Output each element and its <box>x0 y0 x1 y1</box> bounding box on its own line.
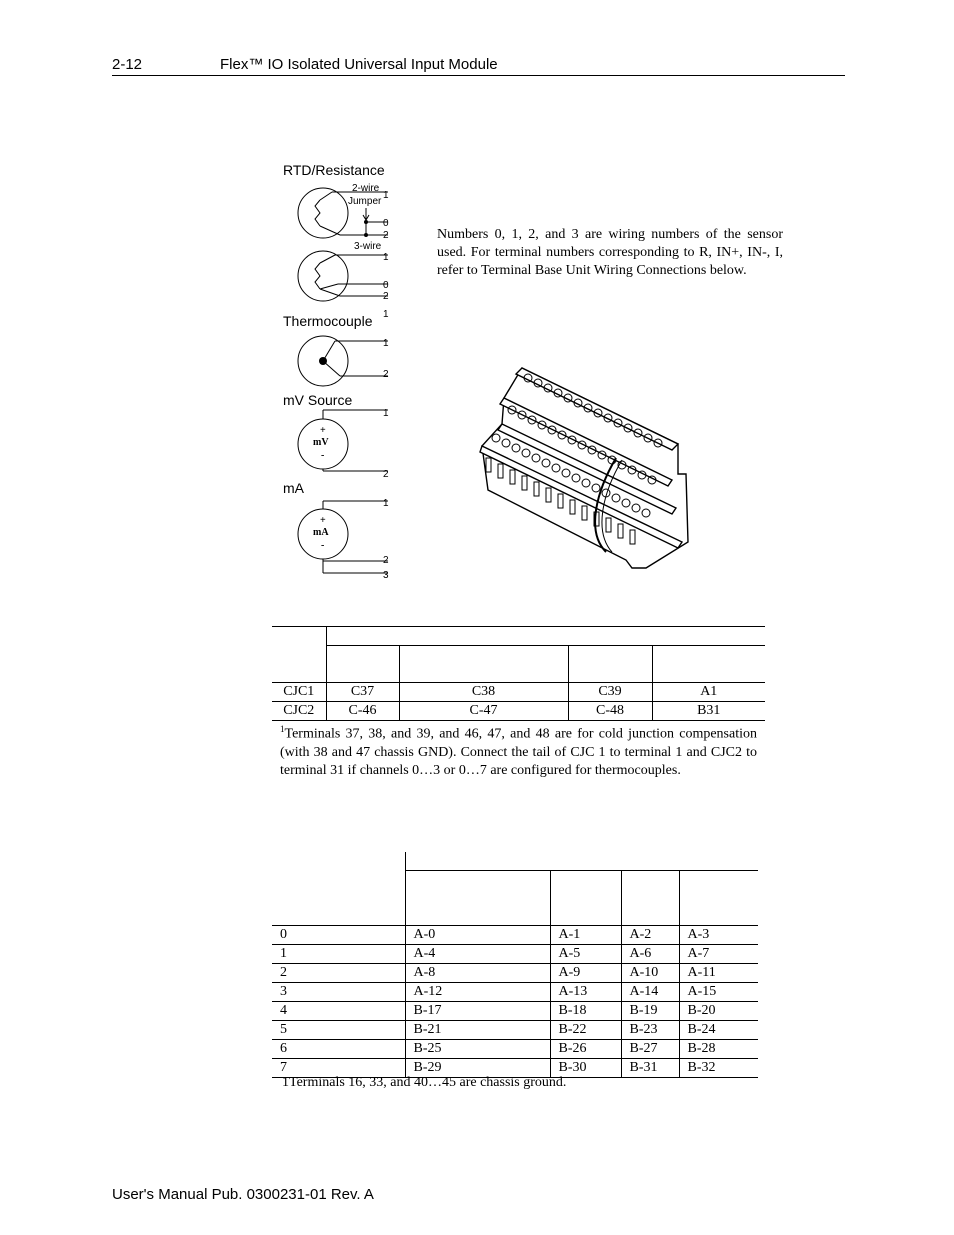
table-cell: A-8 <box>405 964 550 983</box>
table-cell: B-24 <box>679 1021 758 1040</box>
ma-terminal-3: 3 <box>383 570 389 581</box>
table-cell: 3 <box>272 983 405 1002</box>
table-row <box>272 702 765 721</box>
table-cell: A-11 <box>679 964 758 983</box>
rtd-terminal-1: 1 <box>383 190 389 201</box>
table-cell: CJC1 <box>272 683 326 702</box>
table-cell: A-2 <box>621 926 679 945</box>
table-cell: B-27 <box>621 1040 679 1059</box>
table-row <box>272 964 758 983</box>
table-cell: A-3 <box>679 926 758 945</box>
table-row <box>272 945 758 964</box>
cjc-terminal-table <box>272 626 765 721</box>
table-cell: B-29 <box>405 1059 550 1078</box>
table-cell: C-48 <box>568 702 652 721</box>
table-cell: C-46 <box>326 702 399 721</box>
table-cell: C-47 <box>399 702 568 721</box>
table-cell: C38 <box>399 683 568 702</box>
table-cell: B-21 <box>405 1021 550 1040</box>
footnote-mark: 1 <box>280 724 285 734</box>
table-cell: 1 <box>272 945 405 964</box>
header-title: Flex™ IO Isolated Universal Input Module <box>220 56 498 73</box>
table-cell: A-1 <box>550 926 621 945</box>
table-cell: B-22 <box>550 1021 621 1040</box>
ma-plus-sign: + <box>320 515 326 526</box>
table-cell: A-9 <box>550 964 621 983</box>
table-cell: A-12 <box>405 983 550 1002</box>
table-cell: B-20 <box>679 1002 758 1021</box>
table-cell: 4 <box>272 1002 405 1021</box>
table-cell: B-31 <box>621 1059 679 1078</box>
mv-terminal-1: 1 <box>383 408 389 419</box>
table-cell: A-7 <box>679 945 758 964</box>
table-cell: 5 <box>272 1021 405 1040</box>
thermocouple-footnote-mark: 1 <box>383 309 389 320</box>
ma-minus-sign: - <box>321 540 325 551</box>
table-row <box>272 1002 758 1021</box>
table-cell: A-13 <box>550 983 621 1002</box>
thermocouple-sensor <box>298 336 388 386</box>
wiring-note: Numbers 0, 1, 2, and 3 are wiring numbers of the sensor used. For terminal numbers corresponding to R, IN+, IN-, I, refer to Terminal Base Unit Wiring Connections below. <box>437 227 783 278</box>
thermocouple-junction-dot <box>319 357 327 365</box>
table-cell: B-28 <box>679 1040 758 1059</box>
table-cell: B-25 <box>405 1040 550 1059</box>
table-cell: 2 <box>272 964 405 983</box>
jumper-dot <box>364 233 368 237</box>
table-cell: 7 <box>272 1059 405 1078</box>
table-cell: C37 <box>326 683 399 702</box>
mv-source-title: mV Source <box>283 392 353 408</box>
ma-source-symbol <box>298 501 388 573</box>
table-cell: A-0 <box>405 926 550 945</box>
thermocouple-terminal-1: 1 <box>383 338 389 349</box>
header-page-number: 2-12 <box>112 56 143 73</box>
table-cell: B31 <box>652 702 765 721</box>
rtd-three-wire-label: 3-wire <box>354 241 382 252</box>
mv-source-symbol <box>298 410 388 471</box>
rtd-title: RTD/Resistance <box>283 162 385 178</box>
thermocouple-title: Thermocouple <box>283 313 373 329</box>
mv-unit-label: mV <box>313 437 329 448</box>
cjc-footnote <box>280 720 757 780</box>
table-cell: B-19 <box>621 1002 679 1021</box>
mv-plus-sign: + <box>320 425 326 436</box>
table-cell: 6 <box>272 1040 405 1059</box>
table-cell: A-15 <box>679 983 758 1002</box>
table-row <box>272 926 758 945</box>
table-cell: A-4 <box>405 945 550 964</box>
header-rule <box>112 75 845 76</box>
table-cell: A-10 <box>621 964 679 983</box>
rtd-terminal-0: 0 <box>383 218 389 229</box>
mv-terminal-2: 2 <box>383 469 389 480</box>
table-cell: CJC2 <box>272 702 326 721</box>
rtd-terminal-2: 2 <box>383 230 389 241</box>
channel-footnote: 1Terminals 16, 33, and 40…45 are chassis ground. <box>282 1075 567 1090</box>
table-header-row <box>272 627 765 646</box>
table-cell: B-32 <box>679 1059 758 1078</box>
rtd-terminal-1b: 1 <box>383 252 389 263</box>
sensor-wiring-diagram <box>280 160 410 585</box>
table-cell: A-6 <box>621 945 679 964</box>
table-cell: B-26 <box>550 1040 621 1059</box>
footnote-text: Terminals 37, 38, and 39, and 46, 47, and 48 are for cold junction compensation (with 38 and 47 chassis GND). Connect the tail of CJC 1 to terminal 1 and CJC2 to terminal 31 if channels 0…3 or 0…7 are configured for thermocouples. <box>280 726 757 778</box>
ma-terminal-1: 1 <box>383 498 389 509</box>
table-cell: B-23 <box>621 1021 679 1040</box>
rtd-terminal-0b: 0 <box>383 280 389 291</box>
page-footer: User's Manual Pub. 0300231-01 Rev. A <box>112 1186 374 1203</box>
channel-terminal-table <box>272 852 758 1078</box>
jumper-dot <box>364 220 368 224</box>
table-header-row <box>272 871 758 926</box>
terminal-base-unit-illustration <box>476 362 698 574</box>
thermocouple-terminal-2: 2 <box>383 369 389 380</box>
rtd-two-wire-label: 2-wire <box>352 183 380 194</box>
table-cell: A-14 <box>621 983 679 1002</box>
table-cell: 0 <box>272 926 405 945</box>
rtd-three-wire-sensor <box>298 251 388 301</box>
table-cell: B-18 <box>550 1002 621 1021</box>
table-row <box>272 1021 758 1040</box>
rtd-jumper-label: Jumper <box>348 196 382 207</box>
ma-title: mA <box>283 480 304 496</box>
table-row <box>272 683 765 702</box>
table-row <box>272 1040 758 1059</box>
table-row <box>272 983 758 1002</box>
table-cell: A-5 <box>550 945 621 964</box>
table-cell: A1 <box>652 683 765 702</box>
ma-unit-label: mA <box>313 527 329 538</box>
mv-minus-sign: - <box>321 450 325 461</box>
table-cell: B-30 <box>550 1059 621 1078</box>
table-header-row <box>272 852 758 871</box>
table-cell: C39 <box>568 683 652 702</box>
table-cell: B-17 <box>405 1002 550 1021</box>
rtd-terminal-2b: 2 <box>383 291 389 302</box>
table-header-row <box>272 646 765 683</box>
ma-terminal-2: 2 <box>383 555 389 566</box>
